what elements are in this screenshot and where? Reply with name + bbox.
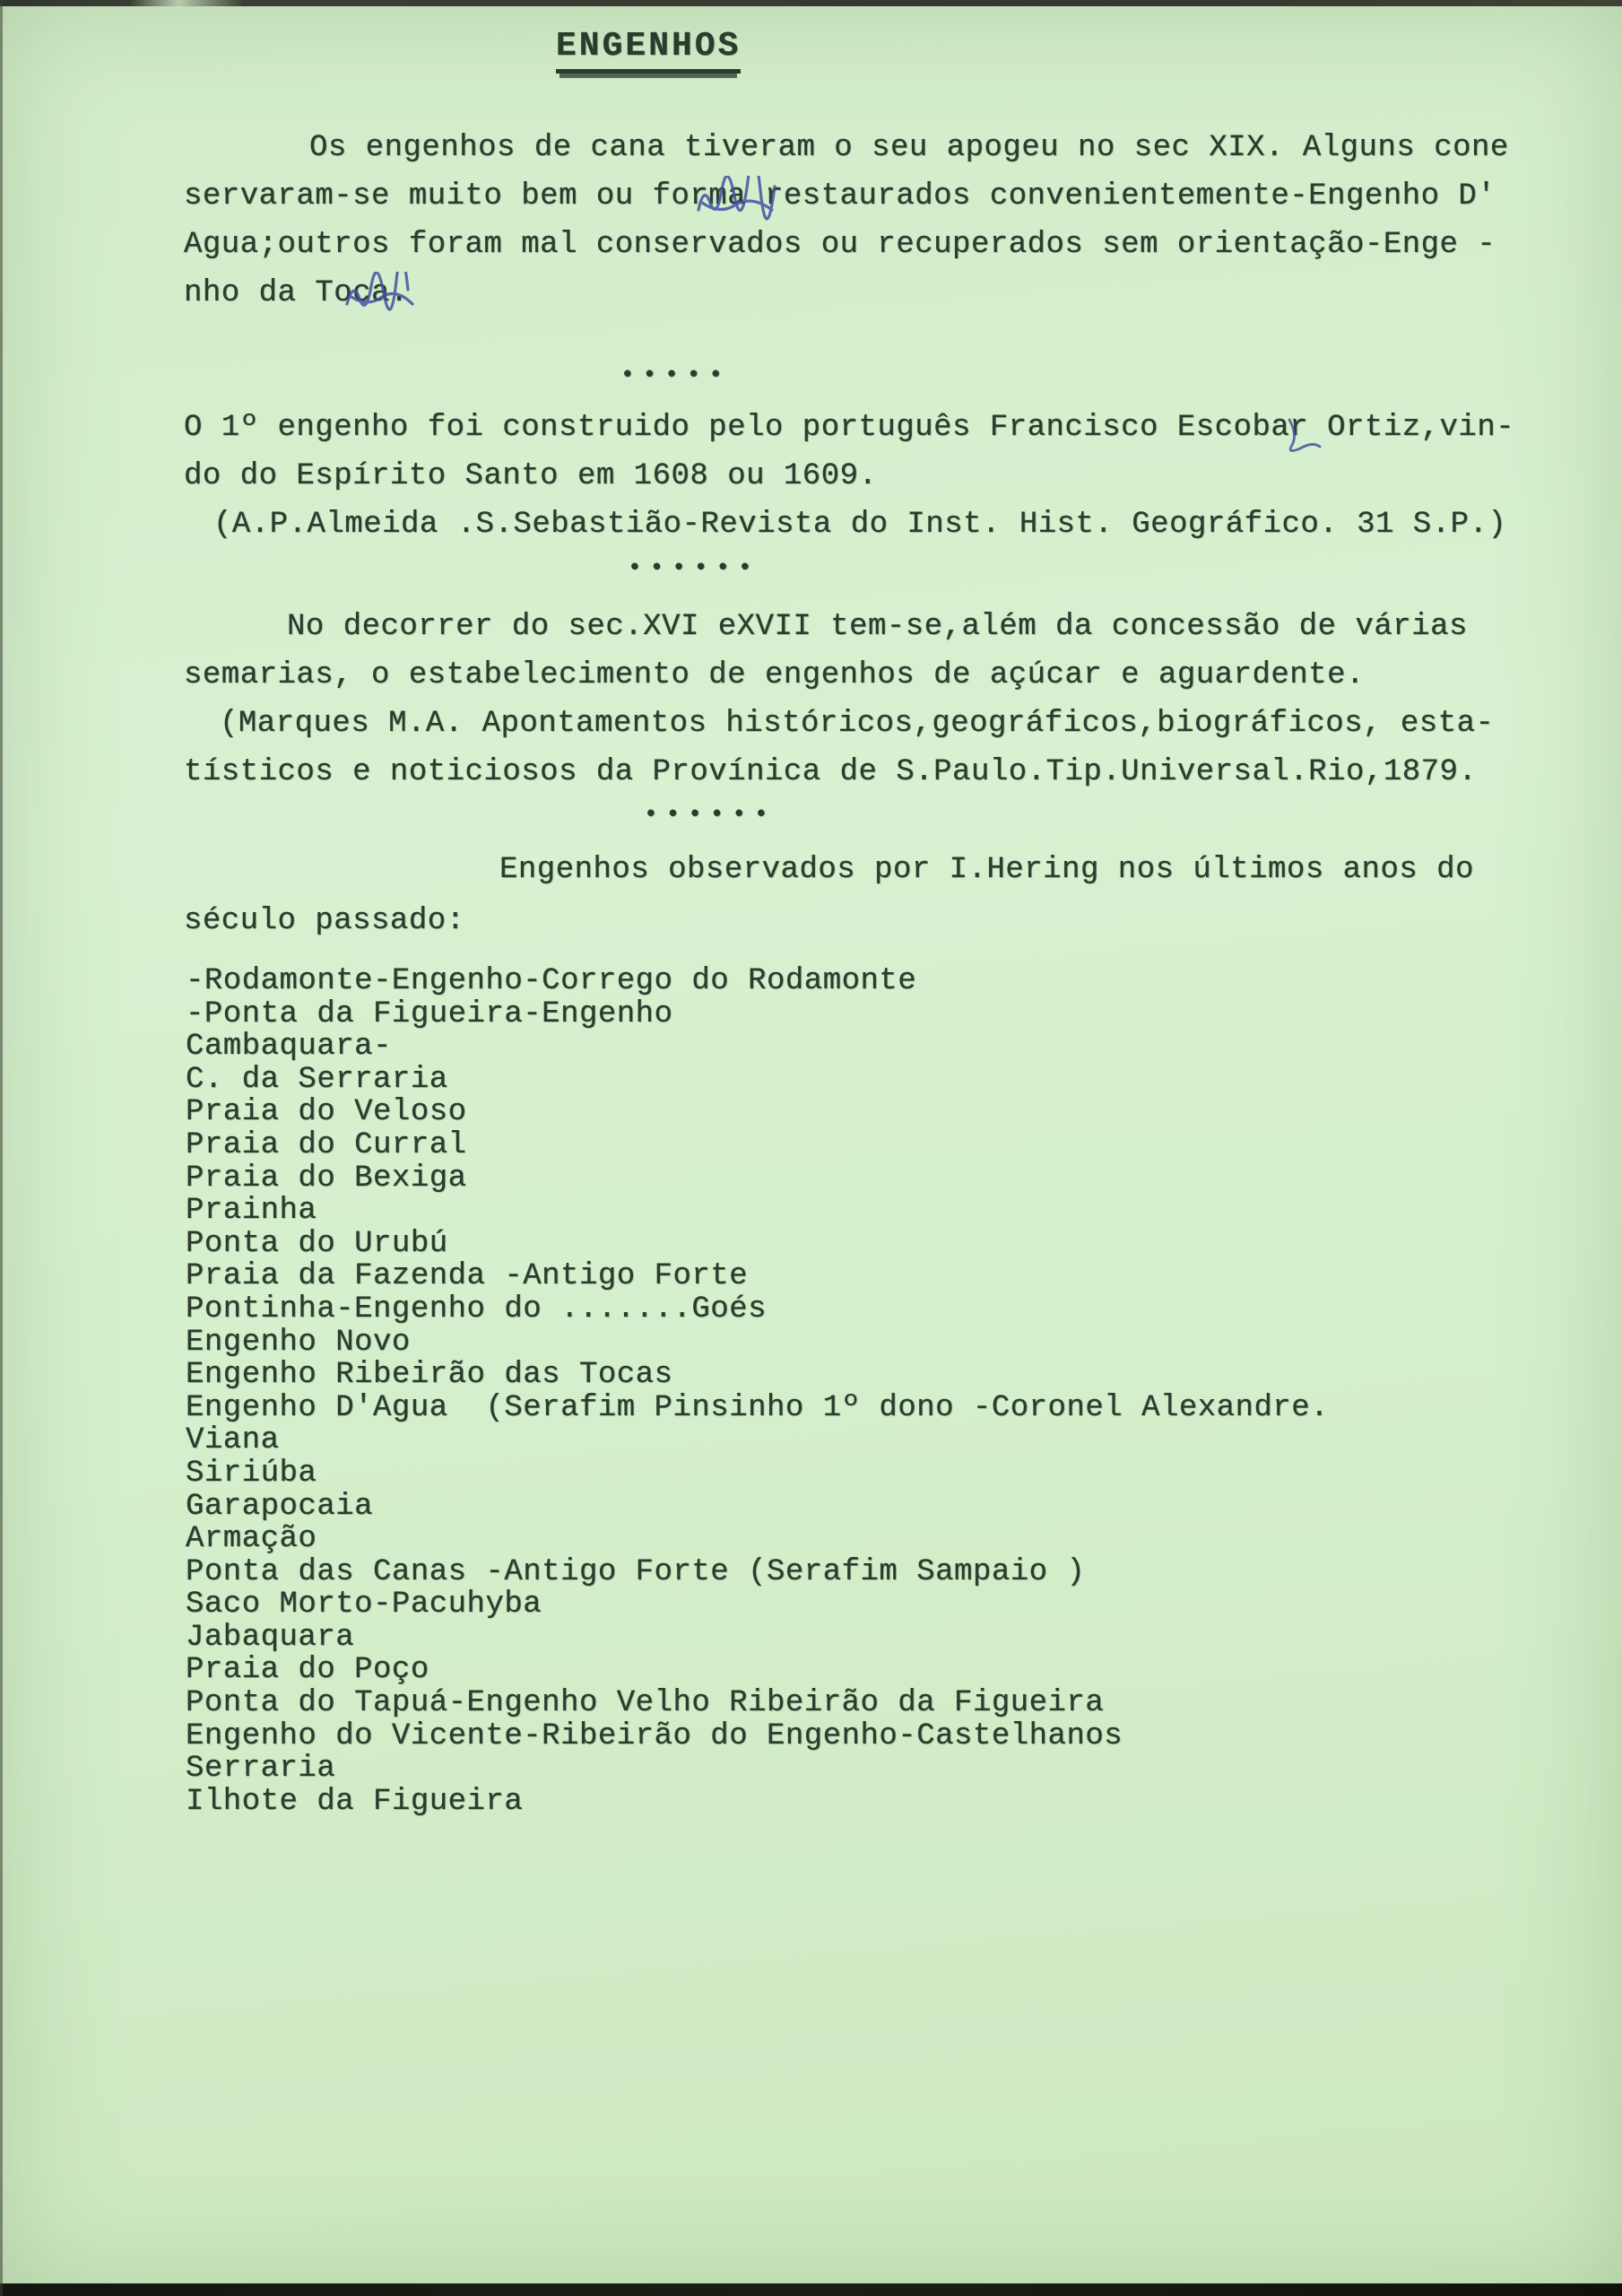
text-line: -Rodamonte-Engenho-Corrego do Rodamonte: [186, 964, 917, 998]
text-line: (A.P.Almeida .S.Sebastião-Revista do Inst. Hist. Geográfico. 31 S.P.): [213, 508, 1507, 542]
text-line: C. da Serraria: [186, 1062, 448, 1097]
text-line: Viana: [186, 1423, 280, 1458]
document-title: ENGENHOS: [556, 27, 741, 74]
scan-edge-bottom: [0, 2283, 1622, 2296]
text-line: nho da Toca.: [184, 276, 409, 310]
text-line: Ponta do Tapuá-Engenho Velho Ribeirão da Figueira: [186, 1686, 1105, 1721]
text-line: Armação: [186, 1522, 317, 1557]
text-line: Ponta do Urubú: [186, 1226, 448, 1261]
text-line: Praia do Bexiga: [186, 1161, 467, 1196]
text-line: Pontinha-Engenho do .......Goés: [186, 1292, 768, 1326]
sec-xvi-paragraph: [184, 603, 1494, 796]
intro-paragraph: [184, 124, 1509, 317]
separator-dots-1: •••••: [620, 361, 732, 388]
text-line: tísticos e noticiosos da Provínica de S.Paulo.Tip.Universal.Rio,1879.: [184, 755, 1478, 789]
text-line: Praia do Poço: [186, 1653, 429, 1688]
separator-dots-3: ••••••: [644, 801, 776, 828]
text-line: Engenho Ribeirão das Tocas: [186, 1358, 673, 1393]
list-heading: [184, 845, 1474, 947]
text-line: Praia da Fazenda -Antigo Forte: [186, 1259, 749, 1294]
text-line: do do Espírito Santo em 1608 ou 1609.: [184, 459, 878, 493]
text-line: Siriúba: [186, 1456, 317, 1491]
text-line: Jabaquara: [186, 1620, 355, 1655]
scan-edge-top: [0, 0, 1622, 6]
text-line: O 1º engenho foi construido pelo português Francisco Escobar Ortiz,vin-: [184, 411, 1515, 445]
text-line: No decorrer do sec.XVI eXVII tem-se,além da concessão de várias: [287, 610, 1468, 644]
text-line: Engenho do Vicente-Ribeirão do Engenho-Castelhanos: [186, 1718, 1123, 1753]
text-line: Os engenhos de cana tiveram o seu apogeu no sec XIX. Alguns cone: [309, 131, 1509, 165]
text-line: Saco Morto-Pacuhyba: [186, 1587, 542, 1622]
engenhos-list: [186, 965, 1329, 1818]
text-line: Engenho D'Agua (Serafim Pinsinho 1º dono -Coronel Alexandre.: [186, 1390, 1330, 1425]
text-line: Agua;outros foram mal conservados ou recuperados sem orientação-Enge -: [184, 228, 1496, 262]
text-line: Engenho Novo: [186, 1325, 411, 1360]
text-line: Ilhote da Figueira: [186, 1784, 524, 1819]
text-line: Garapocaia: [186, 1489, 374, 1524]
text-line: (Marques M.A. Apontamentos históricos,geográficos,biográficos, esta-: [220, 707, 1495, 741]
text-line: Ponta das Canas -Antigo Forte (Serafim Sampaio ): [186, 1554, 1086, 1589]
text-line: século passado:: [184, 904, 465, 938]
separator-dots-2: ••••••: [628, 554, 760, 581]
text-line: Serraria: [186, 1752, 336, 1787]
text-line: semarias, o estabelecimento de engenhos de açúcar e aguardente.: [184, 658, 1365, 692]
first-engenho-paragraph: [184, 404, 1514, 549]
scan-edge-left: [0, 0, 3, 2296]
text-line: Prainha: [186, 1194, 317, 1229]
text-line: Praia do Veloso: [186, 1095, 467, 1130]
text-line: Engenhos observados por I.Hering nos últimos anos do: [499, 853, 1474, 887]
text-line: -Ponta da Figueira-Engenho: [186, 996, 673, 1031]
text-line: Praia do Curral: [186, 1127, 467, 1162]
text-line: servaram-se muito bem ou forma restaurados convenientemente-Engenho D': [184, 179, 1496, 213]
text-line: Cambaquara-: [186, 1030, 392, 1065]
